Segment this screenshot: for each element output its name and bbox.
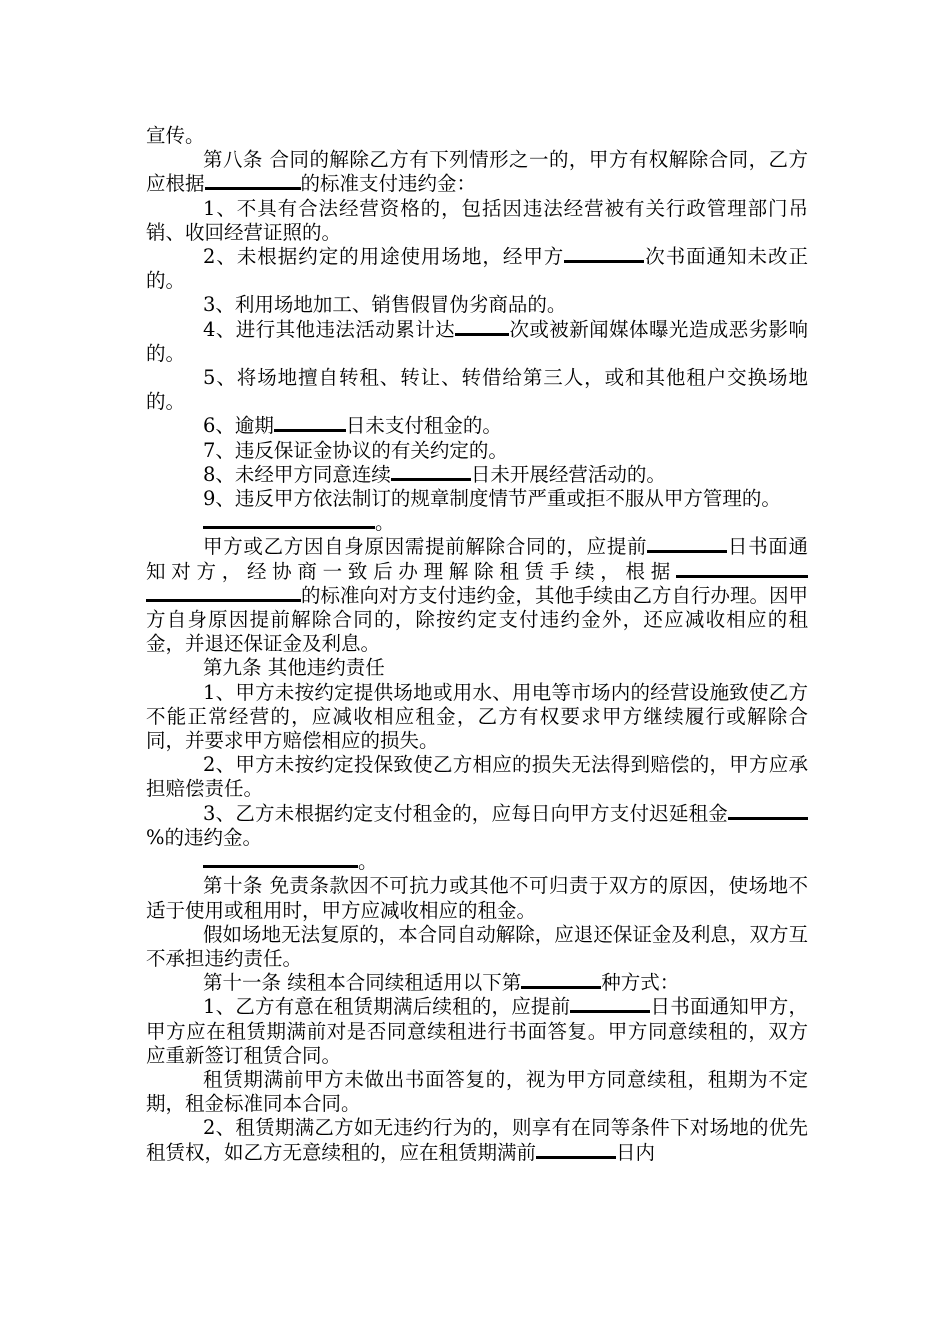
paragraph: [146, 463, 808, 487]
paragraph: [146, 681, 808, 754]
text: 。: [358, 850, 378, 874]
text: 的标准向对方支付违约金，其他手续由乙方自行办理。因甲方自身原因提前解除合同的，除按约定支付违约金外，还应减收相应的租金，并退还保证金及利息。: [146, 583, 809, 656]
text: 第十一条 续租本合同续租适用以下第: [203, 971, 522, 995]
fill-blank[interactable]: [536, 1141, 616, 1159]
text: 第十条 免责条款因不可抗力或其他不可归责于双方的原因，使场地不适于使用或租用时，甲方应减收相应的租金。: [146, 874, 808, 922]
fill-blank[interactable]: [728, 802, 808, 820]
text: 1、甲方未按约定提供场地或用水、用电等市场内的经营设施致使乙方不能正常经营的，应减收相应租金，乙方有权要求甲方继续履行或解除合同，并要求甲方赔偿相应的损失。: [146, 680, 808, 753]
text: 第八条 合同的解除乙方有下列情形之一的，甲方有权解除合同，乙方应根据: [146, 148, 808, 196]
paragraph: [146, 293, 808, 317]
fill-blank[interactable]: [274, 414, 346, 432]
paragraph-article-9: [146, 656, 808, 680]
fill-blank[interactable]: [391, 463, 471, 481]
fill-blank[interactable]: [521, 971, 601, 989]
fill-blank[interactable]: [676, 560, 808, 578]
text: 第九条 其他违约责任: [203, 656, 385, 680]
text: 5、将场地擅自转租、转让、转借给第三人，或和其他租户交换场地的。: [146, 366, 808, 414]
text: 7、违反保证金协议的有关约定的。: [203, 438, 508, 462]
text: 。: [375, 511, 395, 535]
paragraph-article-11: [146, 971, 808, 995]
fill-blank[interactable]: [203, 850, 358, 868]
paragraph: [146, 1068, 808, 1116]
text: 的标准支付违约金：: [300, 172, 477, 196]
paragraph: [146, 535, 808, 656]
fill-blank[interactable]: [647, 535, 727, 553]
text: 3、乙方未根据约定支付租金的，应每日向甲方支付迟延租金: [203, 801, 728, 825]
text: 9、违反甲方依法制订的规章制度情节严重或拒不服从甲方管理的。: [203, 487, 781, 511]
text: 假如场地无法复原的，本合同自动解除，应退还保证金及利息，双方互不承担违约责任。: [146, 922, 808, 970]
paragraph: [146, 995, 808, 1068]
paragraph: [146, 318, 808, 366]
text: 1、不具有合法经营资格的，包括因违法经营被有关行政管理部门吊销、收回经营证照的。: [146, 196, 808, 244]
text: 2、未根据约定的用途使用场地，经甲方: [203, 245, 565, 269]
text: 甲方或乙方因自身原因需提前解除合同的，应提前: [203, 535, 648, 559]
text: 1、乙方有意在租赁期满后续租的，应提前: [203, 995, 571, 1019]
paragraph: [146, 753, 808, 801]
text: 日书面通知对方，经协商一致后办理解除租赁手续，根据: [146, 535, 808, 583]
fill-blank[interactable]: [203, 511, 375, 529]
text: 4、进行其他违法活动累计达: [203, 317, 456, 341]
text: 6、逾期: [203, 414, 274, 438]
fill-blank[interactable]: [205, 172, 301, 190]
paragraph: [146, 850, 808, 874]
fill-blank[interactable]: [146, 584, 301, 602]
text: 种方式：: [601, 971, 680, 995]
paragraph: [146, 414, 808, 438]
paragraph: [146, 197, 808, 245]
paragraph: [146, 245, 808, 293]
fill-blank[interactable]: [570, 995, 650, 1013]
text: 3、利用场地加工、销售假冒伪劣商品的。: [203, 293, 567, 317]
fill-blank[interactable]: [564, 245, 644, 263]
paragraph: [146, 511, 808, 535]
paragraph: [146, 802, 808, 850]
text: 日内: [616, 1140, 656, 1164]
text: 日书面通知甲方，甲方应在租赁期满前对是否同意续租进行书面答复。甲方同意续租的，双方应重新签订租赁合同。: [146, 995, 808, 1067]
text: 8、未经甲方同意连续: [203, 462, 391, 486]
fill-blank[interactable]: [455, 318, 509, 336]
text: 次书面通知未改正的。: [146, 245, 808, 293]
text: 租赁期满前甲方未做出书面答复的，视为甲方同意续租，租期为不定期，租金标准同本合同。: [146, 1067, 808, 1116]
paragraph: [146, 439, 808, 463]
document-page: [146, 124, 808, 1165]
text: 2、甲方未按约定投保致使乙方相应的损失无法得到赔偿的，甲方应承担赔偿责任。: [146, 753, 808, 801]
text: 宣传。: [146, 124, 205, 147]
text: %的违约金。: [146, 825, 263, 849]
text: 2、租赁期满乙方如无违约行为的，则享有在同等条件下对场地的优先租赁权，如乙方无意续租的，应在租赁期满前: [146, 1116, 808, 1164]
text: 次或被新闻媒体曝光造成恶劣影响的。: [146, 317, 808, 365]
paragraph: [146, 923, 808, 971]
text: 日未开展经营活动的。: [470, 462, 666, 486]
text: 日未支付租金的。: [345, 414, 502, 438]
paragraph-article-8: [146, 148, 808, 196]
paragraph: [146, 1116, 808, 1164]
paragraph-article-10: [146, 874, 808, 922]
paragraph: [146, 487, 808, 511]
paragraph: [146, 124, 808, 148]
paragraph: [146, 366, 808, 414]
